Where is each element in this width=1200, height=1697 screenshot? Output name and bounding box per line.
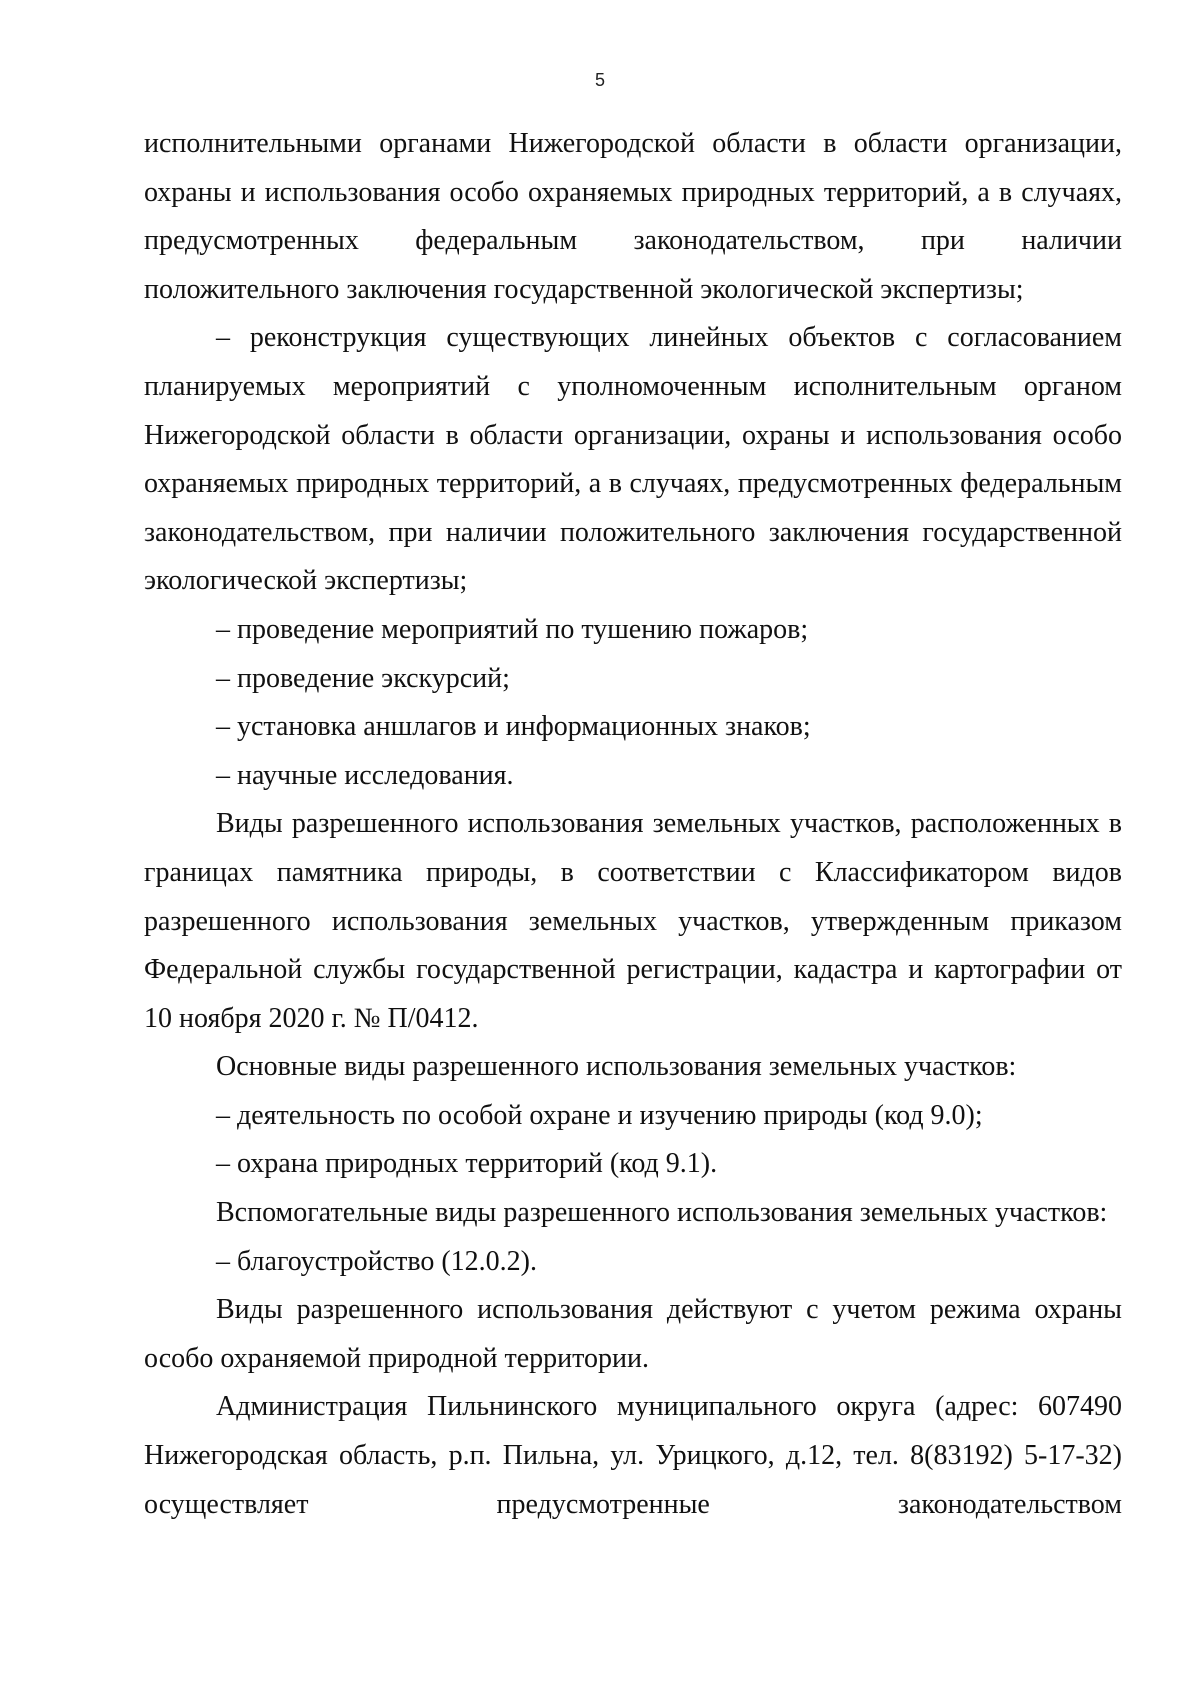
- paragraph-continuation: исполнительными органами Нижегородской области в области организации, охраны и использования особо охраняемых природных территорий, а в случаях, предусмотренных федеральным законодательством, при наличии положительного заключения государственной экологической экспертизы;: [144, 128, 1122, 305]
- list-item-nature-protection: – деятельность по особой охране и изучению природы (код 9.0);: [216, 1099, 983, 1131]
- paragraph-land-use-types: Виды разрешенного использования земельных участков, расположенных в границах памятника природы, в соответствии с Классификатором видов разрешенного использования земельных участков, утвержденным приказом Федеральной службы государственной регистрации, кадастра и картографии от 10 ноября 2020 г. № П/0412.: [144, 808, 1122, 1034]
- page-number: 5: [594, 70, 605, 90]
- document-body: [144, 120, 1122, 1529]
- list-item-excursions: – проведение экскурсий;: [216, 662, 510, 694]
- list-item-signs: – установка аншлагов и информационных знаков;: [216, 711, 811, 743]
- paragraph-protection-regime: Виды разрешенного использования действуют с учетом режима охраны особо охраняемой природной территории.: [144, 1294, 1122, 1374]
- list-item-reconstruction: – реконструкция существующих линейных объектов с согласованием планируемых мероприятий с уполномоченным исполнительным органом Нижегородской области в области организации, охраны и использования особо охраняемых природных территорий, а в случаях, предусмотренных федеральным законодательством, при наличии положительного заключения государственной экологической экспертизы;: [144, 322, 1122, 597]
- list-item-research: – научные исследования.: [216, 759, 514, 791]
- paragraph-main-uses-heading: Основные виды разрешенного использования земельных участков:: [216, 1051, 1017, 1083]
- paragraph-auxiliary-uses-heading: Вспомогательные виды разрешенного использования земельных участков:: [216, 1197, 1108, 1229]
- list-item-firefighting: – проведение мероприятий по тушению пожаров;: [216, 613, 809, 645]
- list-item-territory-protection: – охрана природных территорий (код 9.1).: [216, 1148, 718, 1180]
- list-item-landscaping: – благоустройство (12.0.2).: [216, 1245, 538, 1277]
- paragraph-administration: Администрация Пильнинского муниципального округа (адрес: 607490 Нижегородская область, р.п. Пильна, ул. Урицкого, д.12, тел. 8(83192) 5-17-32) осуществляет предусмотренные законодательством: [144, 1391, 1122, 1520]
